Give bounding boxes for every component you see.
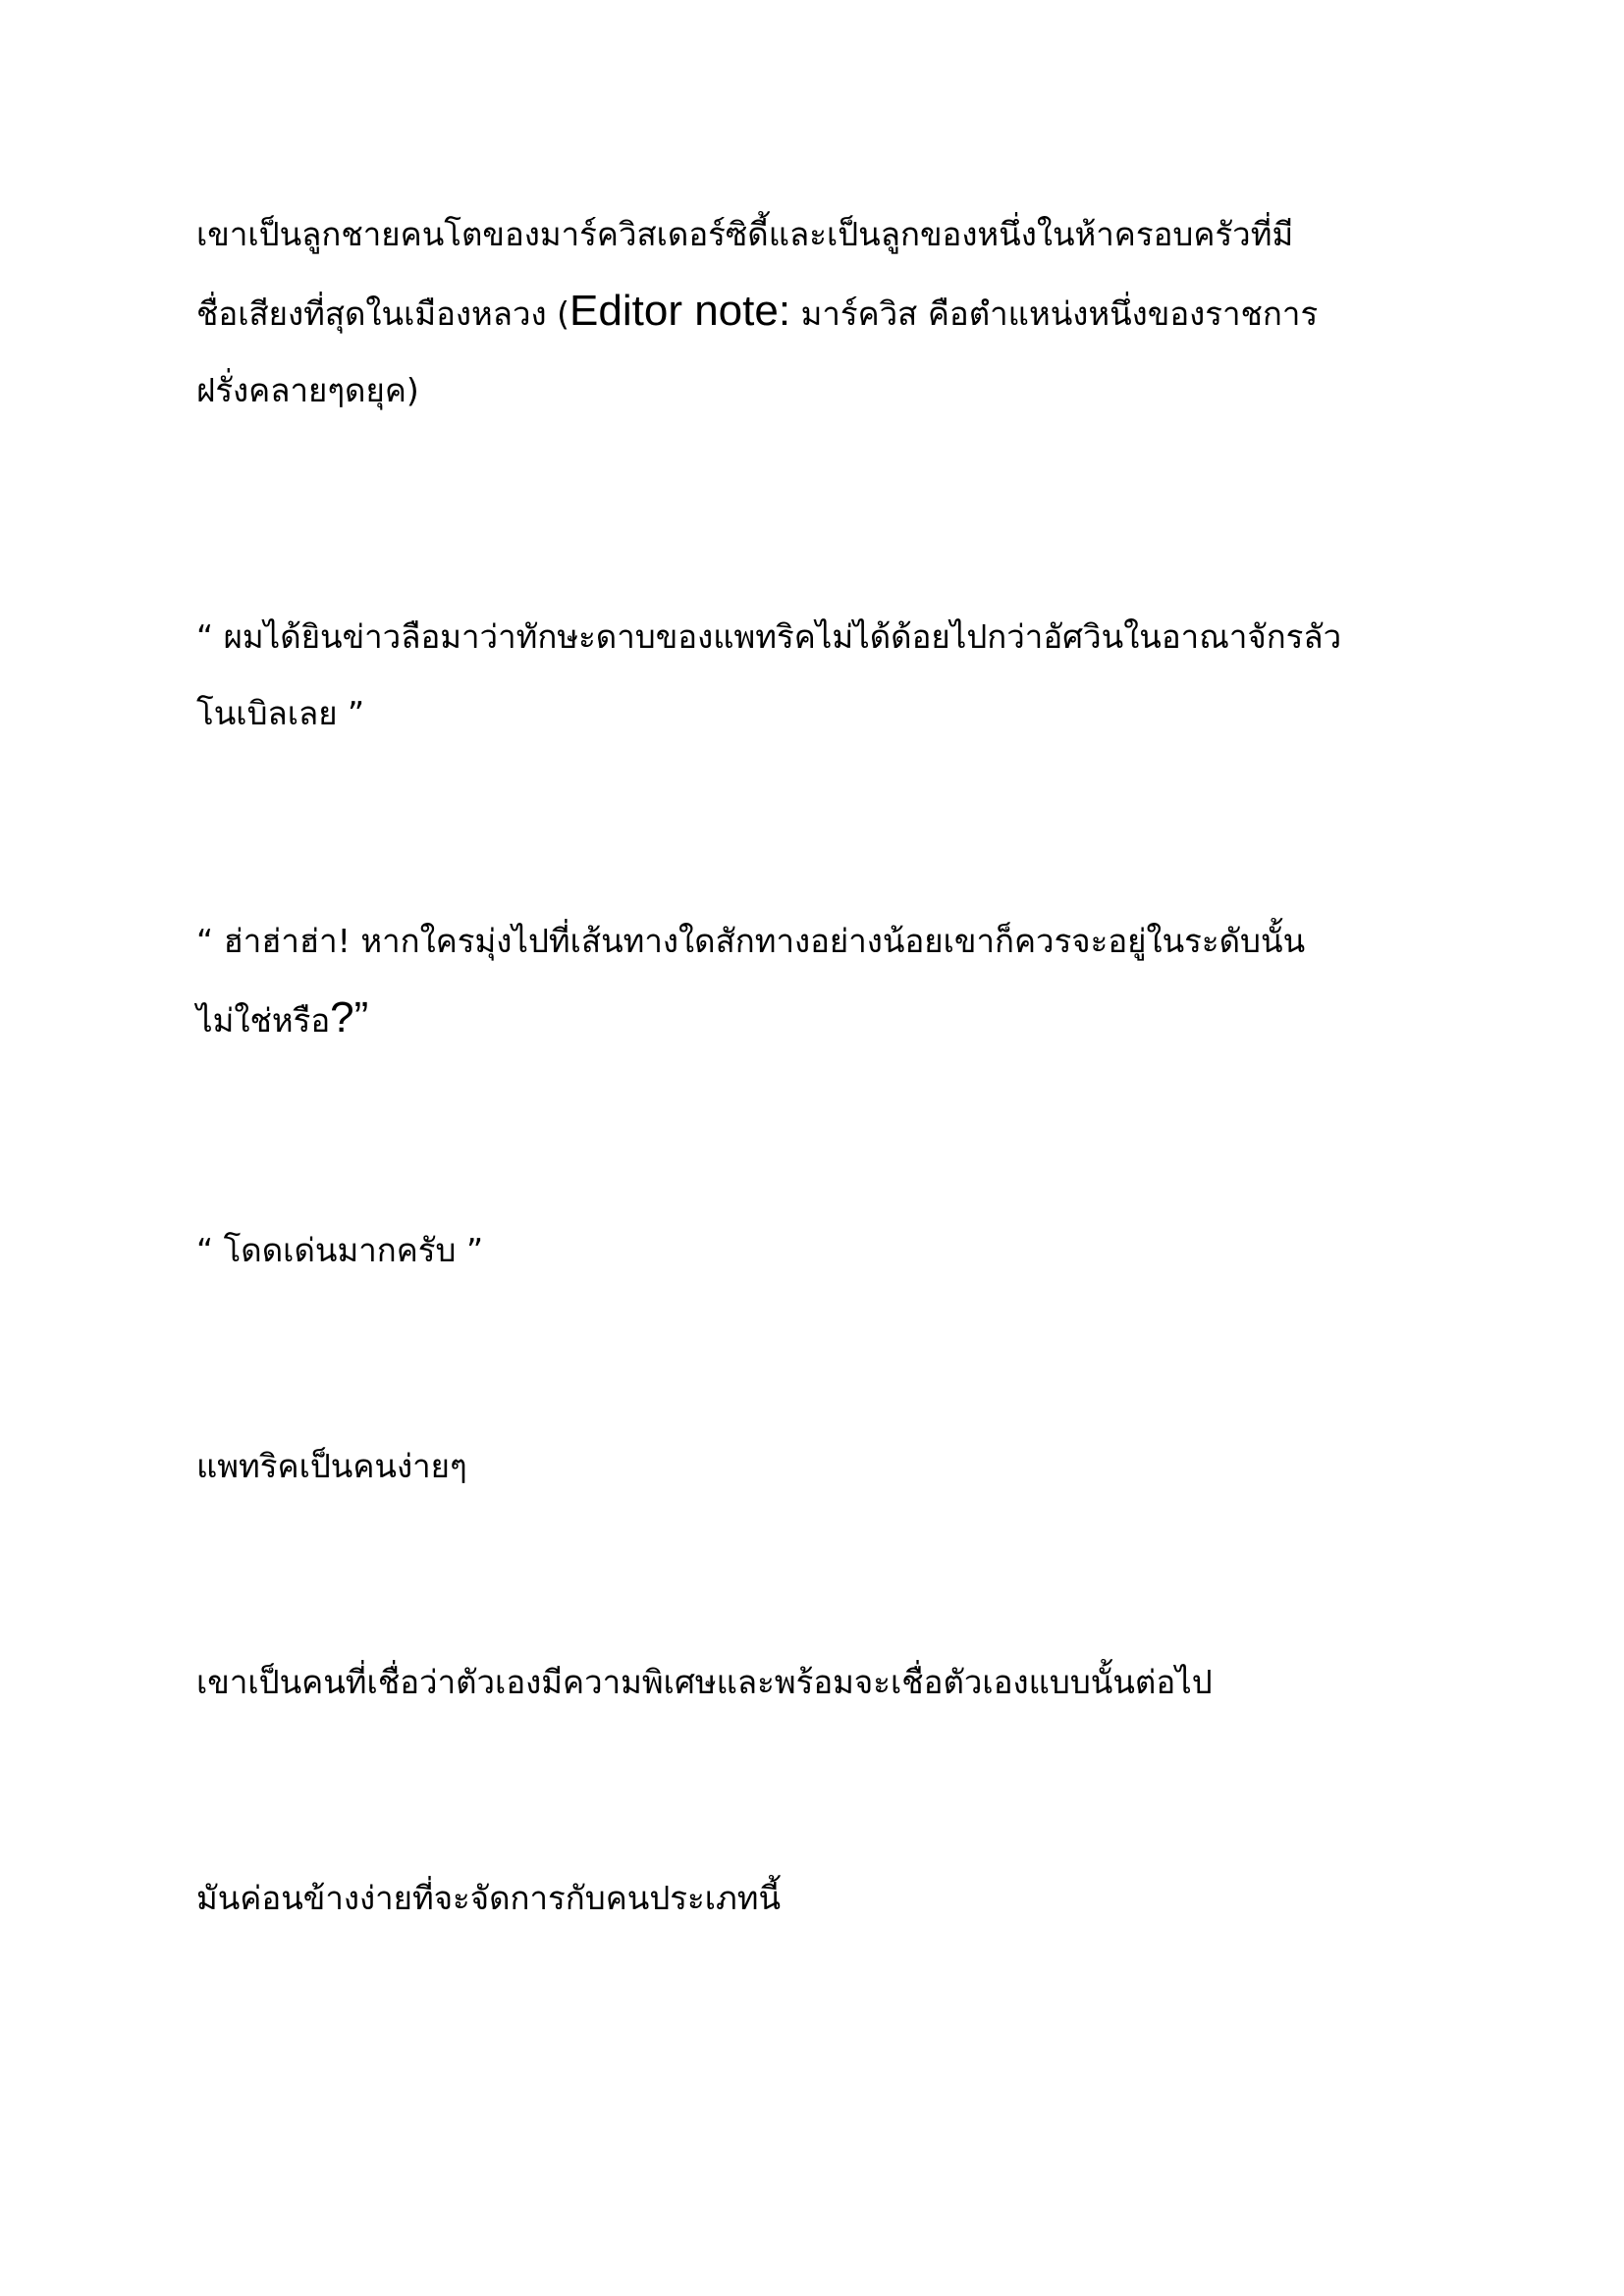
paragraph-line: “ ฮ่าฮ่าฮ่า! หากใครมุ่งไปที่เส้นทางใดสักทางอย่างน้อยเขาก็ควรจะอยู่ในระดับนั้น: [196, 922, 1306, 960]
paragraph-dialogue-laugh: [196, 903, 1434, 1059]
paragraph-dialogue-praise: “ โดดเด่นมากครับ ”: [196, 1231, 484, 1269]
paragraph-narration-belief: เขาเป็นคนที่เชื่อว่าตัวเองมีความพิเศษและพร้อมจะเชื่อตัวเองแบบนั้นต่อไป: [196, 1663, 1213, 1701]
paragraph-line: ฝรั่งคลายๆดยุค): [196, 371, 419, 409]
paragraph-narration-handle: มันค่อนข้างง่ายที่จะจัดการกับคนประเภทนี้: [196, 1879, 782, 1917]
paragraph-dialogue-rumor: [196, 599, 1434, 752]
text-run: ชื่อเสียงที่สุดในเมืองหลวง (: [196, 294, 570, 333]
question-mark-quote: ?”: [330, 993, 369, 1041]
editor-note-label: Editor note:: [569, 287, 791, 335]
text-run: ไม่ใช่หรือ: [196, 1001, 331, 1040]
paragraph-line: [196, 273, 1434, 352]
paragraph-narration-simple: แพทริคเป็นคนง่ายๆ: [196, 1447, 467, 1485]
paragraph-line: โนเบิลเลย ”: [196, 694, 365, 732]
paragraph-line: [196, 980, 1434, 1059]
paragraph-intro: [196, 196, 1434, 429]
paragraph-line: เขาเป็นลูกชายคนโตของมาร์ควิสเดอร์ซิดี้และเป็นลูกของหนึ่งในห้าครอบครัวที่มี: [196, 215, 1294, 253]
paragraph-line: “ ผมได้ยินข่าวลือมาว่าทักษะดาบของแพทริคไม่ได้ด้อยไปกว่าอัศวินในอาณาจักรลัว: [196, 617, 1342, 656]
text-run: มาร์ควิส คือตำแหน่งหนึ่งของราชการ: [790, 294, 1319, 333]
